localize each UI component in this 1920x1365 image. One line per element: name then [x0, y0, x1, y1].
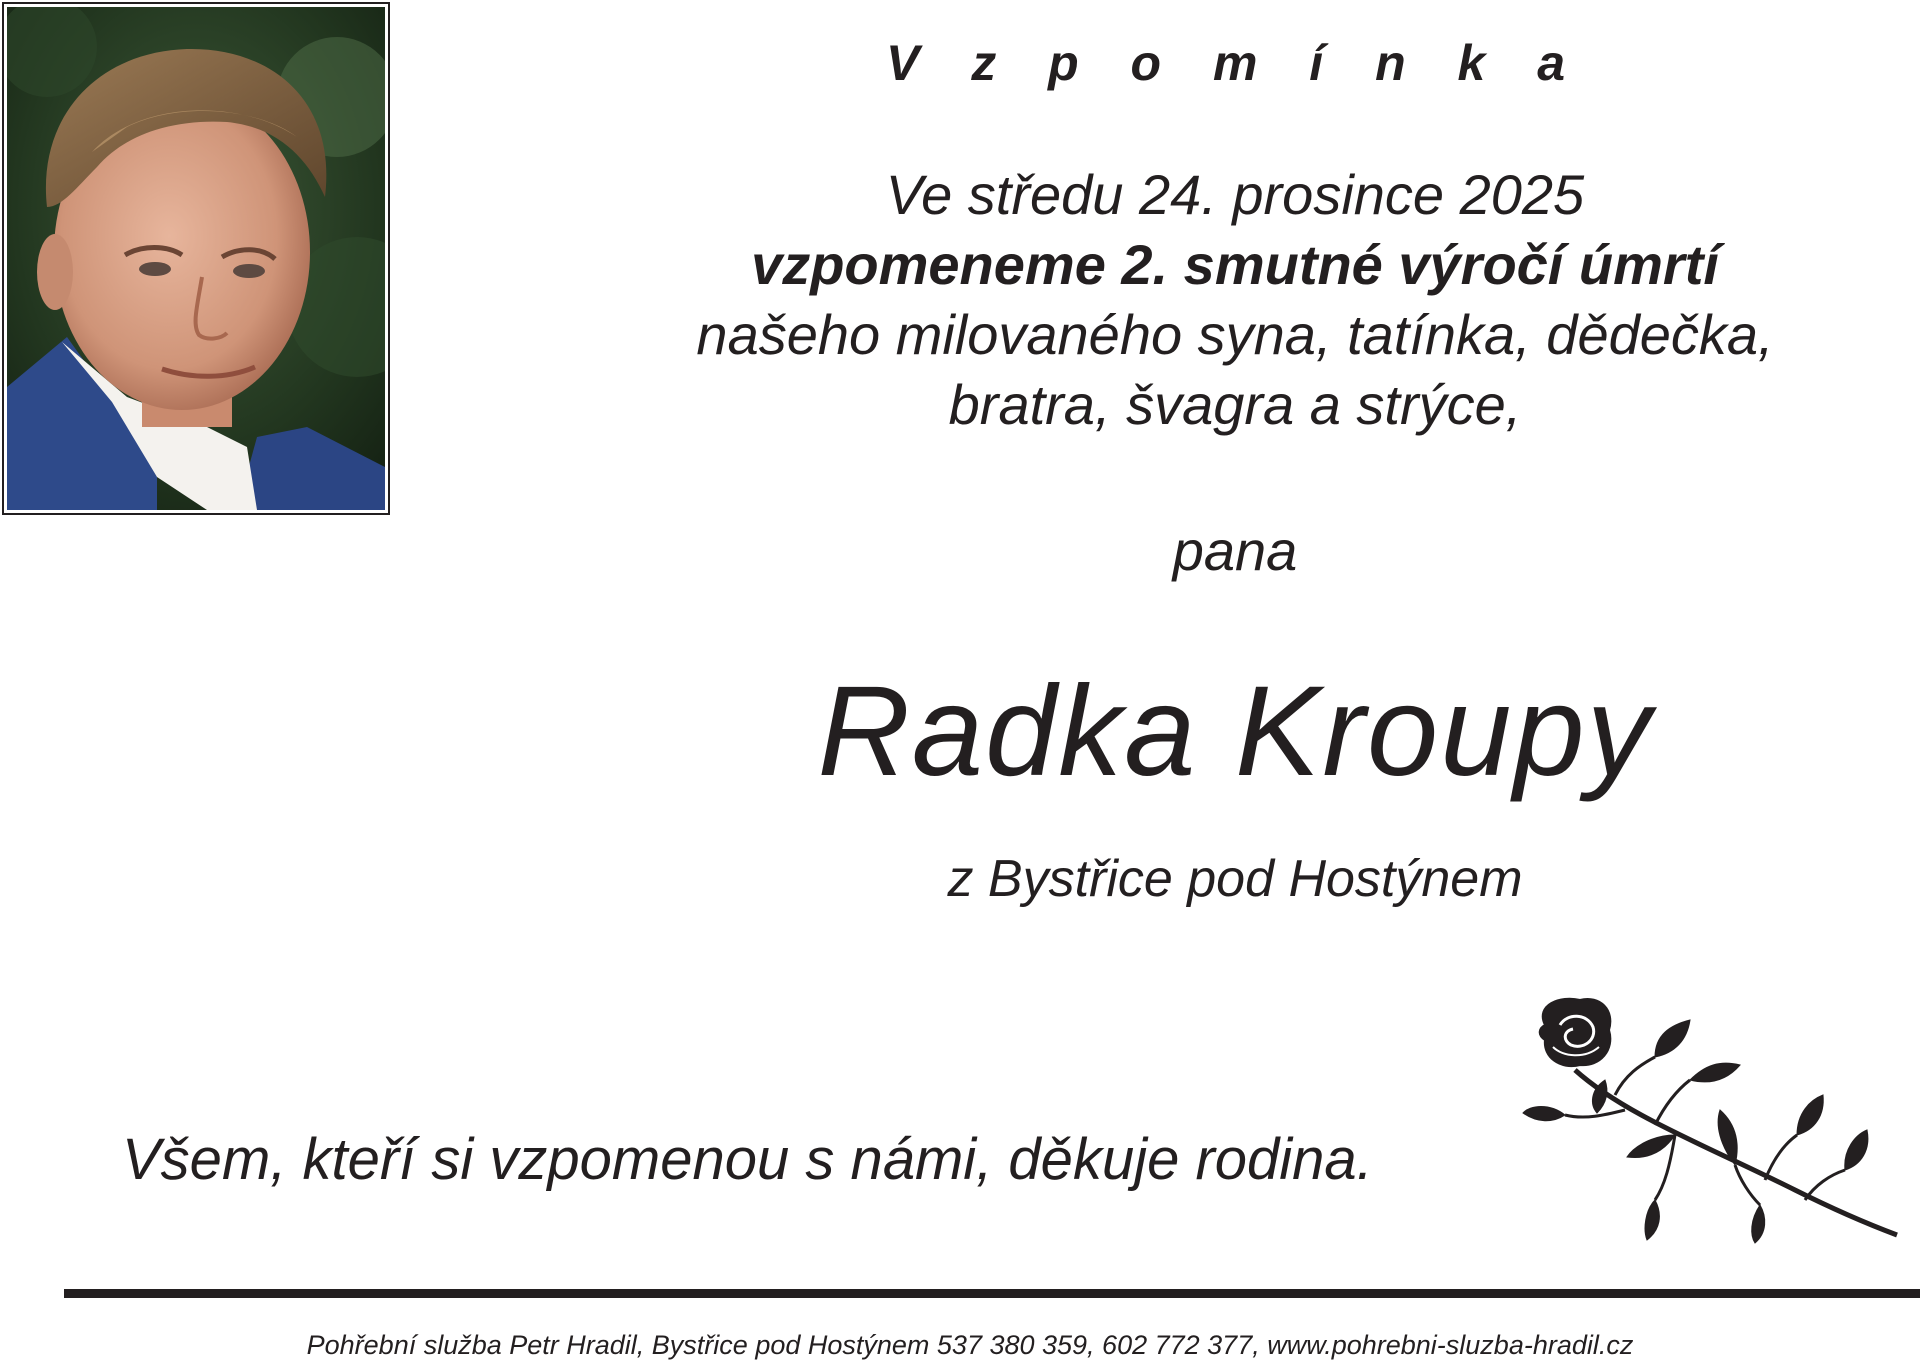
family-thanks: Všem, kteří si vzpomenou s námi, děkuje rodina.	[122, 1127, 1373, 1192]
funeral-service-footer: Pohřební služba Petr Hradil, Bystřice pod Hostýnem 537 380 359, 602 772 377, www.pohrebni-sluzba-hradil.cz	[306, 1330, 1634, 1360]
deceased-name: Radka Kroupy	[817, 660, 1653, 803]
rose-icon	[1505, 995, 1905, 1250]
honorific: pana	[1172, 519, 1298, 582]
intro-line-anniversary: vzpomeneme 2. smutné výročí úmrtí	[751, 233, 1719, 296]
notice-heading: V z p o m í n k a	[885, 35, 1585, 91]
footer-divider	[64, 1289, 1920, 1298]
notice-intro	[600, 160, 1870, 440]
hometown: z Bystřice pod Hostýnem	[947, 850, 1523, 908]
intro-line-date: Ve středu 24. prosince 2025	[885, 163, 1585, 226]
portrait-photo-frame	[2, 2, 390, 515]
portrait-photo	[7, 7, 385, 510]
intro-line-relations: našeho milovaného syna, tatínka, dědečka,	[696, 303, 1774, 366]
intro-line-relations-cont: bratra, švagra a strýce,	[948, 373, 1522, 436]
